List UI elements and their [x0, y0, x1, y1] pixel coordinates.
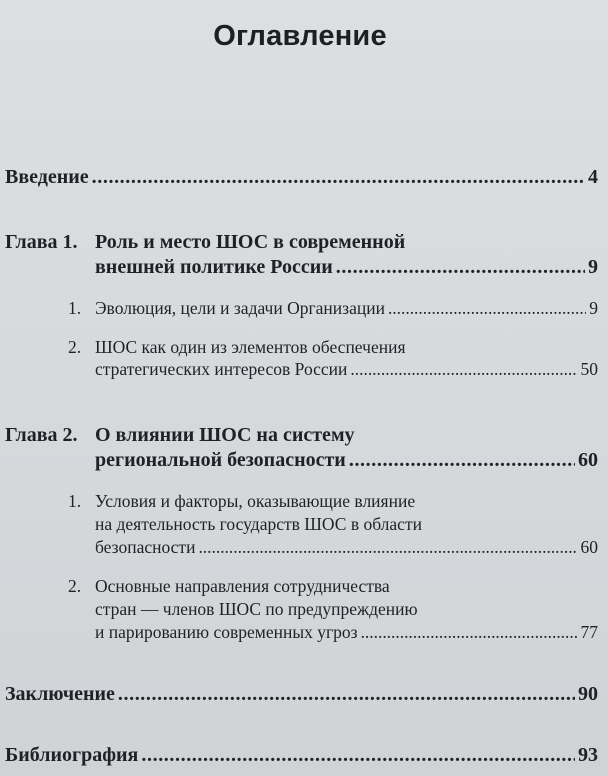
toc-entry-intro [5, 166, 598, 189]
dot-leader [118, 683, 575, 706]
chapter1-title-line2: внешней политике России [95, 256, 333, 278]
section-title-line1: Условия и факторы, оказывающие влияние [95, 491, 416, 511]
toc-entry-page: 50 [580, 359, 598, 379]
dot-leader [336, 256, 585, 279]
toc-entry-section-1-2 [95, 359, 598, 380]
section-title-line2: на деятельность государств ШОС в области [95, 514, 422, 534]
chapter2-title-line2: региональной безопасности [95, 449, 346, 471]
section-title-line2: стратегических интересов России [95, 359, 348, 379]
chapter2-title-line1: О влиянии ШОС на систему [95, 424, 355, 446]
toc-entry-label: Введение [5, 166, 89, 188]
toc-entry-label: Заключение [5, 683, 115, 705]
toc-entry-bibliography [5, 744, 598, 767]
toc-entry-page: 60 [580, 537, 598, 557]
toc-entry-conclusion [5, 683, 598, 706]
dot-leader [198, 537, 577, 558]
toc-entry-page: 9 [589, 298, 598, 318]
section-number: 2. [68, 576, 82, 596]
toc-entry-section-2-2 [95, 622, 598, 643]
section-title-line3: безопасности [95, 537, 196, 557]
toc-entry-page: 90 [578, 683, 598, 705]
section-title-line1: Основные направления сотрудничества [95, 576, 390, 596]
section-title-line1: ШОС как один из элементов обеспечения [95, 337, 406, 357]
dot-leader [361, 622, 578, 643]
dot-leader [350, 359, 577, 380]
toc-entry-chapter1 [95, 256, 598, 279]
dot-leader [388, 298, 586, 319]
dot-leader [92, 166, 585, 189]
section-number: 1. [68, 491, 82, 511]
toc-entry-section-1-1 [95, 298, 598, 319]
section-title-line2: стран — членов ШОС по предупреждению [95, 599, 418, 619]
dot-leader [349, 449, 575, 472]
toc-entry-chapter2 [95, 449, 598, 472]
toc-entry-page: 60 [578, 449, 598, 471]
section-number: 2. [68, 337, 82, 357]
section-number: 1. [68, 298, 82, 318]
chapter2-label: Глава 2. [5, 424, 78, 446]
dot-leader [141, 744, 575, 767]
chapter1-label: Глава 1. [5, 231, 78, 253]
toc-entry-page: 4 [588, 166, 598, 188]
page-title: Оглавление [213, 20, 387, 52]
section-title-line1: Эволюция, цели и задачи Организации [95, 298, 385, 318]
toc-entry-page: 9 [588, 256, 598, 278]
toc-entry-page: 93 [578, 744, 598, 766]
toc-entry-section-2-1 [95, 537, 598, 558]
toc-entry-label: Библиография [5, 744, 139, 766]
toc-entry-page: 77 [580, 622, 598, 642]
chapter1-title-line1: Роль и место ШОС в современной [95, 231, 406, 253]
section-title-line3: и парированию современных угроз [95, 622, 358, 642]
